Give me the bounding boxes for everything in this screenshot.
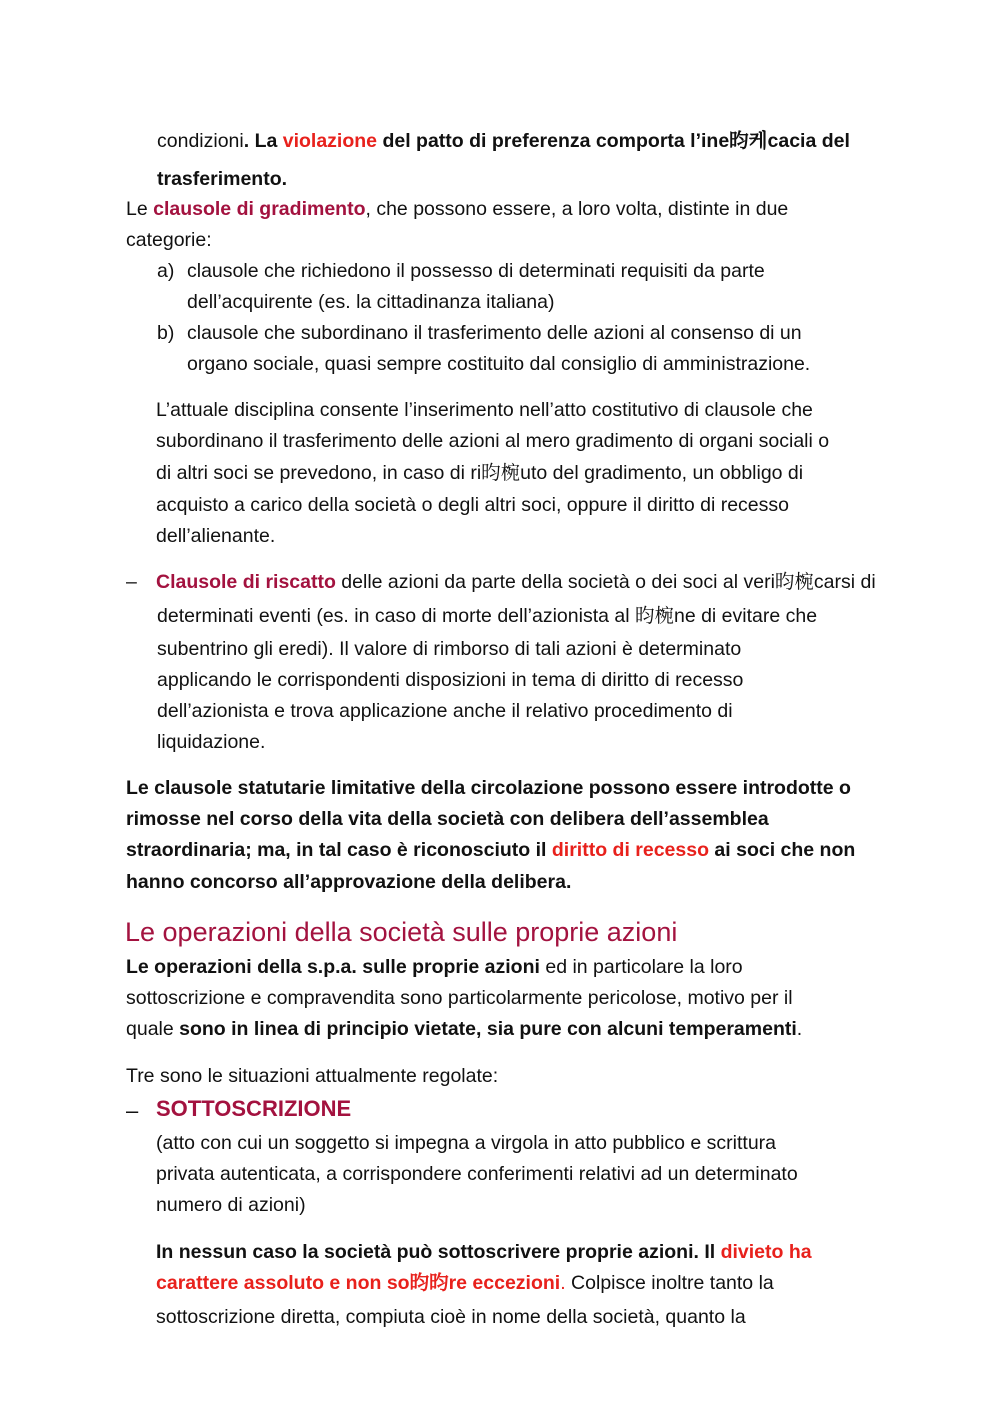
text-span: . (560, 1272, 566, 1294)
highlight-violazione: violazione (282, 130, 378, 152)
bold-text: del patto di preferenza comporta l’ine昀케cacia del (377, 130, 850, 152)
section-heading: Le operazioni della società sulle proprie azioni (125, 917, 678, 947)
paragraph-line: hanno concorso all’approvazione della delibera. (126, 871, 572, 893)
text-span: Colpisce inoltre tanto la (565, 1272, 774, 1294)
paragraph-line: sottoscrizione e compravendita sono particolarmente pericolose, motivo per il (126, 987, 793, 1009)
paragraph-line (156, 1271, 774, 1295)
paragraph-line: subordinano il trasferimento delle azioni al mero gradimento di organi sociali o (156, 430, 830, 452)
paragraph-line: acquisto a carico della società o degli altri soci, oppure il diritto di recesso (156, 494, 789, 516)
paragraph-line: (atto con cui un soggetto si impegna a virgola in atto pubblico e scrittura (156, 1132, 777, 1154)
paragraph-line: L’attuale disciplina consente l’inserimento nell’atto costitutivo di clausole che (156, 399, 813, 421)
paragraph-line (126, 197, 788, 221)
subsection-heading: SOTTOSCRIZIONE (156, 1096, 352, 1121)
paragraph-line: categorie: (126, 229, 212, 251)
list-item-line: dell’acquirente (es. la cittadinanza italiana) (187, 291, 555, 313)
dash-marker: – (126, 1098, 139, 1123)
paragraph-line: determinati eventi (es. in caso di morte dell’azionista al 昀椀ne di evitare che (157, 605, 818, 627)
term-clausole-di-riscatto: Clausole di riscatto (156, 571, 336, 593)
paragraph-line: Tre sono le situazioni attualmente regolate: (126, 1065, 499, 1087)
list-marker: a) (157, 260, 175, 282)
paragraph-line: Le clausole statutarie limitative della circolazione possono essere introdotte o (126, 777, 851, 799)
paragraph-line: applicando le corrispondenti disposizioni in tema di diritto di recesso (157, 669, 744, 691)
paragraph-line: rimosse nel corso della vita della società con delibera dell’assemblea (126, 808, 769, 830)
text-span: ed in particolare la loro (539, 956, 743, 978)
paragraph-line: liquidazione. (157, 731, 266, 753)
list-item-line: organo sociale, quasi sempre costituito dal consiglio di amministrazione. (187, 353, 811, 375)
text-span: . (796, 1018, 803, 1040)
dash-marker: – (126, 571, 137, 593)
paragraph-line: trasferimento. (157, 168, 288, 190)
highlight-diritto-di-recesso: diritto di recesso (551, 839, 709, 861)
paragraph-line: sottoscrizione diretta, compiuta cioè in nome della società, quanto la (156, 1306, 746, 1328)
paragraph-line: numero di azioni) (156, 1194, 306, 1216)
bold-text: ai soci che non (709, 839, 856, 861)
list-item-line: clausole che subordinano il trasferimento delle azioni al consenso di un (187, 322, 802, 344)
paragraph-line (126, 955, 743, 979)
paragraph-line (156, 570, 876, 594)
text-span: quale (126, 1018, 180, 1040)
list-item-line: clausole che richiedono il possesso di determinati requisiti da parte (187, 260, 765, 282)
text-span: Le (126, 198, 154, 220)
bold-text: straordinaria; ma, in tal caso è riconosciuto il (126, 839, 552, 861)
bold-text: sono in linea di principio vietate, sia pure con alcuni temperamenti (179, 1018, 797, 1040)
paragraph-line: subentrino gli eredi). Il valore di rimborso di tali azioni è determinato (157, 638, 742, 660)
paragraph-line (157, 129, 850, 153)
paragraph-line: dell’azionista e trova applicazione anche il relativo procedimento di (157, 700, 733, 722)
text-span: condizioni (157, 130, 244, 152)
paragraph-line (126, 838, 855, 862)
text-span: , che possono essere, a loro volta, distinte in due (365, 198, 789, 220)
paragraph-line: privata autenticata, a corrispondere conferimenti relativi ad un determinato (156, 1163, 798, 1185)
paragraph-line (126, 1017, 802, 1041)
bold-text: Le operazioni della s.p.a. sulle proprie azioni (126, 956, 540, 978)
bold-text: In nessun caso la società può sottoscrivere proprie azioni. Il (156, 1241, 721, 1263)
text-span: delle azioni da parte della società o dei soci al veri昀椀carsi di (335, 571, 876, 593)
highlight-divieto: divieto ha (720, 1241, 812, 1263)
highlight-carattere-assoluto: carattere assoluto e non so昀昀re eccezioni (156, 1272, 561, 1294)
paragraph-line (156, 1240, 812, 1264)
list-marker: b) (157, 322, 175, 344)
paragraph-line: dell’alienante. (156, 525, 276, 547)
paragraph-line: di altri soci se prevedono, in caso di ri昀椀uto del gradimento, un obbligo di (156, 462, 804, 484)
bold-text: . La (243, 130, 283, 152)
term-clausole-di-gradimento: clausole di gradimento (153, 198, 366, 220)
